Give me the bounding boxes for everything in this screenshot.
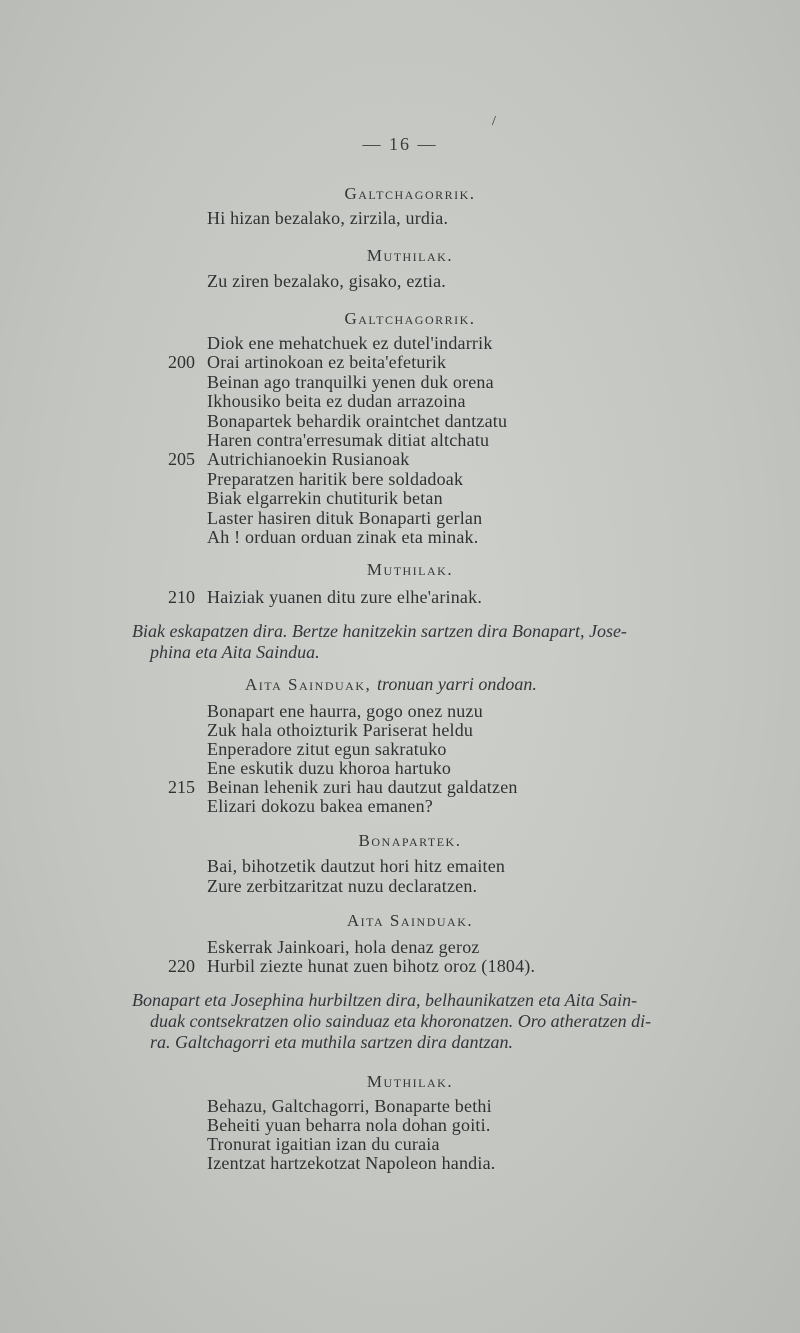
verse-line: Preparatzen haritik bere soldadoak (207, 469, 464, 489)
verse-line: Orai artinokoan ez beita'efeturik (207, 352, 447, 372)
line-number: 200 (168, 352, 195, 372)
verse-line: Biak elgarrekin chutiturik betan (207, 488, 443, 508)
speaker-label: Galtchagorrik. (344, 309, 476, 328)
speaker-label: Bonapartek. (358, 831, 462, 850)
verse-line: Diok ene mehatchuek ez dutel'indarrik (207, 333, 493, 353)
verse-line: Beinan lehenik zuri hau dautzut galdatzen (207, 777, 518, 797)
stage-direction (132, 990, 712, 1053)
stage-direction-line: Biak eskapatzen dira. Bertze hanitzekin sartzen dira Bonapart, Jose- (132, 621, 627, 641)
speaker-label: Muthilak. (366, 560, 454, 579)
stage-direction-line: ra. Galtchagorri eta muthila sartzen dira dantzan. (150, 1032, 514, 1052)
verse-line: Tronurat igaitian izan du curaia (207, 1134, 440, 1154)
stage-direction-line: duak contsekratzen olio sainduaz eta khoronatzen. Oro atheratzen di- (150, 1011, 652, 1031)
speaker-note: tronuan yarri ondoan. (377, 674, 537, 694)
verse-line: Izentzat hartzekotzat Napoleon handia. (207, 1153, 496, 1173)
verse-line: Behazu, Galtchagorri, Bonaparte bethi (207, 1096, 492, 1116)
speaker-label: Galtchagorrik. (344, 184, 476, 203)
verse-line: Eskerrak Jainkoari, hola denaz geroz (207, 937, 480, 957)
verse-line: Zure zerbitzaritzat nuzu declaratzen. (207, 876, 478, 896)
verse-line: Beinan ago tranquilki yenen duk orena (207, 372, 494, 392)
speaker-label: Aita Sainduak. (346, 911, 474, 930)
verse-line: Hi hizan bezalako, zirzila, urdia. (207, 208, 449, 228)
verse-line: Ene eskutik duzu khoroa hartuko (207, 758, 452, 778)
line-number: 220 (168, 956, 195, 976)
verse-line: Ah ! orduan orduan zinak eta minak. (207, 527, 479, 547)
stage-direction-line: Bonapart eta Josephina hurbiltzen dira, belhaunikatzen eta Aita Sain- (132, 990, 638, 1010)
ink-mark: / (492, 114, 496, 129)
verse-line: Autrichianoekin Rusianoak (207, 449, 410, 469)
verse-line: Hurbil ziezte hunat zuen bihotz oroz (1804). (207, 956, 536, 976)
verse-line: Haiziak yuanen ditu zure elhe'arinak. (207, 587, 483, 607)
verse-line: Zu ziren bezalako, gisako, eztia. (207, 271, 446, 291)
verse-line: Bai, bihotzetik dautzut hori hitz emaiten (207, 856, 506, 876)
speaker-label (245, 674, 537, 695)
verse-line: Haren contra'erresumak ditiat altchatu (207, 430, 490, 450)
line-number: 210 (168, 587, 195, 607)
verse-line: Bonapartek behardik oraintchet dantzatu (207, 411, 508, 431)
verse-line: Zuk hala othoizturik Pariserat heldu (207, 720, 474, 740)
speaker-name: Aita Sainduak, (245, 675, 372, 694)
stage-direction (132, 621, 712, 663)
stage-direction-line: phina eta Aita Saindua. (150, 642, 320, 662)
line-number: 215 (168, 777, 195, 797)
speaker-label: Muthilak. (366, 246, 454, 265)
line-number: 205 (168, 449, 195, 469)
page-number: — 16 — (362, 134, 438, 154)
verse-line: Bonapart ene haurra, gogo onez nuzu (207, 701, 483, 721)
speaker-label: Muthilak. (366, 1072, 454, 1091)
verse-line: Beheiti yuan beharra nola dohan goiti. (207, 1115, 491, 1135)
verse-line: Enperadore zitut egun sakratuko (207, 739, 447, 759)
verse-line: Ikhousiko beita ez dudan arrazoina (207, 391, 466, 411)
verse-line: Laster hasiren dituk Bonaparti gerlan (207, 508, 483, 528)
verse-line: Elizari dokozu bakea emanen? (207, 796, 433, 816)
